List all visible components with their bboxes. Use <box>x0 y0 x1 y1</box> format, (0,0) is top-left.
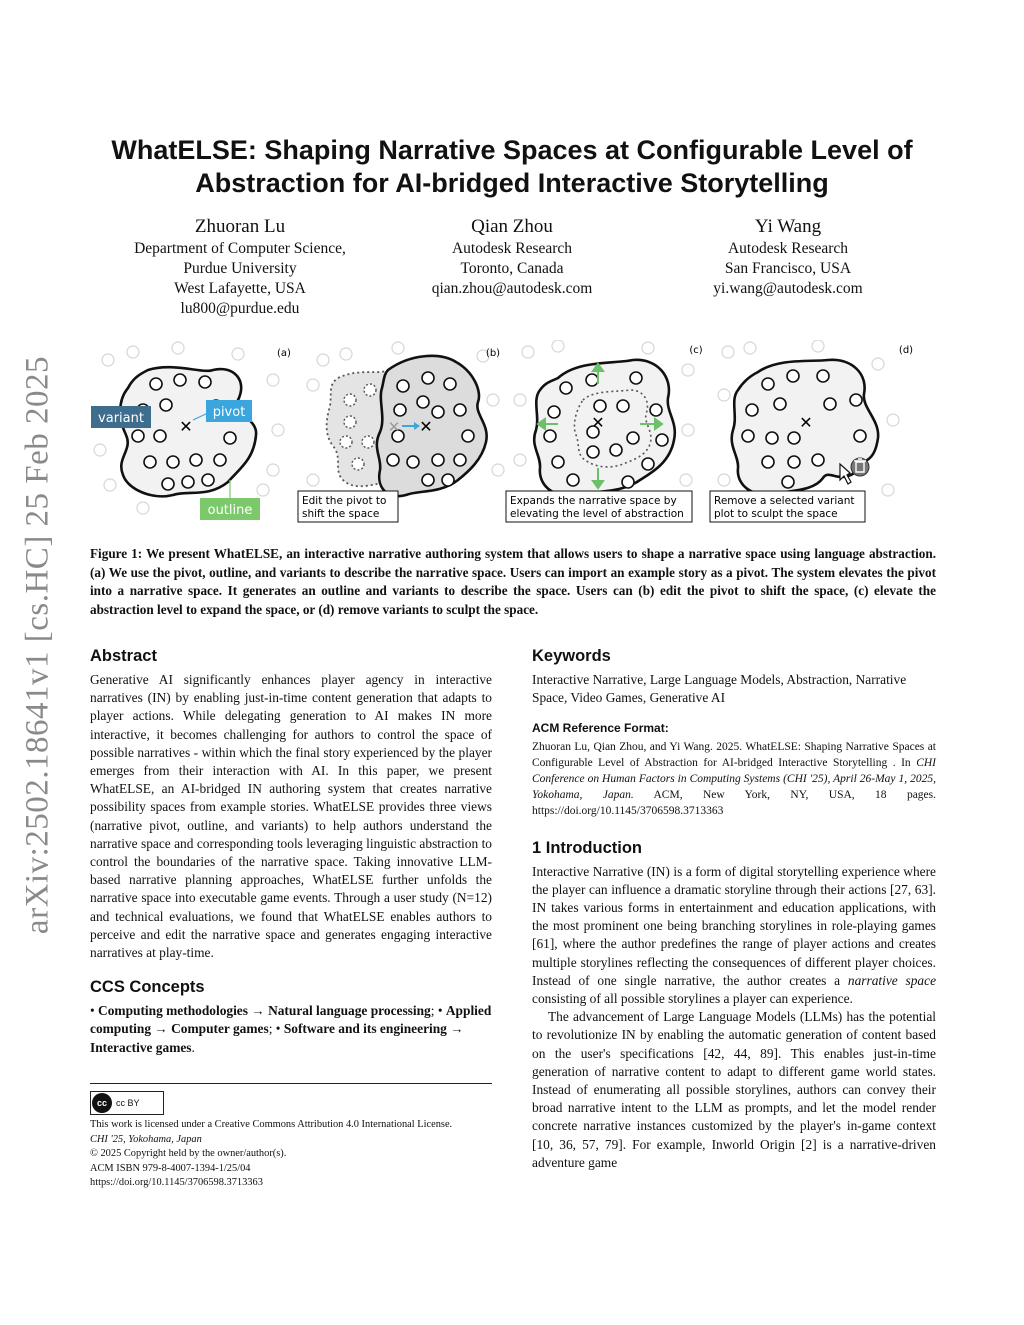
panel-label-a: (a) <box>277 348 291 359</box>
license-isbn: ACM ISBN 979-8-4007-1394-1/25/04 <box>90 1162 251 1174</box>
author-block-3 <box>678 216 898 299</box>
acm-ref-heading: ACM Reference Format: <box>532 721 669 736</box>
faint-circle <box>137 502 149 514</box>
author-affiliation: West Lafayette, USA <box>174 280 306 297</box>
faint-circle <box>522 346 534 358</box>
abstract-heading: Abstract <box>90 647 157 665</box>
cc-icon: cc <box>92 1093 112 1113</box>
faint-circle <box>514 394 526 406</box>
faint-circle <box>232 348 244 360</box>
intro-paragraph-1: Interactive Narrative (IN) is a form of digital storytelling experience where the player can influence a dramatic storyline through their actions [27, 63]. IN takes various forms in entertainment and education applications, with the most prominent one being branching storylines in role-playing games [61], where the author predefines the range of player actions and creates multiple storylines reflecting the consequences of different player choices. Instead of one single narrative, the author creates a narrative space consisting of all possible storylines a player can experience. <box>532 863 937 1007</box>
ccs-concepts: • Computing methodologies → Natural language processing; • Applied computing → Computer games; • Software and its engineering → Interactive games. <box>90 1003 492 1055</box>
abstract-text: Generative AI significantly enhances player agency in interactive narratives (IN) by enabling just-in-time content generation that adapts to player actions. While delegating generation to AI makes IN more interactive, it becomes challenging for authors to control the space of possible narratives - within which the final story experienced by the player emerges from their interaction with AI. In this paper, we present WhatELSE, an AI-bridged IN authoring system that creates narrative possibility spaces from example stories. WhatELSE provides three views (narrative pivot, outline, and variants) to help authors understand the narrative space and corresponding tools leveraging linguistic abstraction to control the boundaries of the narrative space. Taking innovative LLM-based narrative planning approaches, WhatELSE further unfolds the narrative space into executable game events. Through a user study (N=12) and technical evaluations, we found that WhatELSE enables authors to perceive and edit the narrative space and generates engaging interactive narratives at play-time. <box>90 672 492 961</box>
author-affiliation: Purdue University <box>183 260 297 277</box>
panel-label-d: (d) <box>898 345 914 356</box>
caption-box-c-line2: elevating the level of abstraction <box>510 508 684 520</box>
faint-circle <box>552 340 564 352</box>
introduction-body <box>532 863 936 1172</box>
author-name: Yi Wang <box>754 216 822 237</box>
ccs-heading: CCS Concepts <box>90 978 205 997</box>
faint-circle <box>94 444 106 456</box>
author-email[interactable]: yi.wang@autodesk.com <box>713 280 863 297</box>
faint-circle <box>872 358 884 370</box>
intro-paragraph-2: The advancement of Large Language Models (LLMs) has the potential to revolutionize IN by enabling the automatic generation of content based on the user's specifications [42, 44, 89]. This enables just-in-time generation of narrative content to adapt to different game world states. Instead of enumerating all possible storylines, authors can convey their broad narrative intent to the LLM as prompts, and let the model render concrete narrative instances customized by the player's in-game context [10, 36, 57, 79]. For example, Inworld Origin [2] is a narrative-driven adventure game <box>532 1009 936 1170</box>
faint-circle <box>682 424 694 436</box>
author-affiliation: Toronto, Canada <box>460 260 564 277</box>
pivot-marker-d: ✕ <box>799 413 813 432</box>
variant-label: variant <box>98 411 144 426</box>
caption-box-d-line2: plot to sculpt the space <box>714 508 838 520</box>
author-block-1 <box>110 216 370 319</box>
faint-circle <box>102 354 114 366</box>
ccs-term: Software and its engineering <box>283 1021 447 1037</box>
author-name: Zhuoran Lu <box>194 216 286 237</box>
faint-circle <box>514 454 526 466</box>
cc-by-badge <box>90 1091 164 1115</box>
old-pivot-marker-b: ✕ <box>387 418 401 436</box>
cc-badge-text: cc BY <box>116 1098 140 1108</box>
license-venue: CHI '25, Yokohama, Japan <box>90 1133 202 1145</box>
ccs-term: Computing methodologies <box>98 1003 248 1019</box>
faint-circle <box>267 464 279 476</box>
ccs-term: Computer games <box>171 1021 269 1037</box>
pivot-label: pivot <box>212 405 246 420</box>
faint-circle <box>680 474 692 486</box>
keywords-text: Interactive Narrative, Large Language Models, Abstraction, Narrative Space, Video Games, Generative AI <box>532 672 907 706</box>
outline-label: outline <box>207 503 253 518</box>
pivot-marker-a: ✕ <box>179 417 193 436</box>
caption-box-b-line2: shift the space <box>302 508 380 520</box>
acm-reference: Zhuoran Lu, Qian Zhou, and Yi Wang. 2025. WhatELSE: Shaping Narrative Spaces at Configurable Level of Abstraction for AI-bridged Interactive Storytelling . In CHI Conference on Human Factors in Computing Systems (CHI '25), April 26-May 1, 2025, Yokohama, Japan. ACM, New York, NY, USA, 18 pages. https://doi.org/10.1145/3706598.3713363 <box>532 740 936 817</box>
faint-circle <box>267 374 279 386</box>
faint-circle <box>642 342 654 354</box>
license-line: This work is licensed under a Creative Commons Attribution 4.0 International License. <box>90 1119 453 1130</box>
faint-circle <box>392 342 404 354</box>
faint-circle <box>718 474 730 486</box>
faint-circle <box>722 346 734 358</box>
faint-circle <box>487 394 499 406</box>
ccs-term: Interactive games <box>90 1039 192 1055</box>
caption-box-c-line1: Expands the narrative space by <box>510 495 677 507</box>
faint-circle <box>682 364 694 376</box>
license-copyright: © 2025 Copyright held by the owner/author(s). <box>90 1148 287 1160</box>
arxiv-identifier: arXiv:2502.18641v1 [cs.HC] 25 Feb 2025 <box>19 355 56 935</box>
faint-circle <box>307 474 319 486</box>
right-column <box>532 645 936 1172</box>
author-name: Qian Zhou <box>471 216 553 237</box>
author-email[interactable]: qian.zhou@autodesk.com <box>431 280 593 297</box>
license-doi[interactable]: https://doi.org/10.1145/3706598.3713363 <box>90 1177 263 1189</box>
faint-circle <box>492 464 504 476</box>
faint-circle <box>744 342 756 354</box>
caption-box-d-line1: Remove a selected variant <box>714 495 855 507</box>
faint-circle <box>257 484 269 496</box>
author-email[interactable]: lu800@purdue.edu <box>180 300 300 317</box>
author-block-2 <box>402 216 622 299</box>
faint-circle <box>317 354 329 366</box>
faint-circle <box>882 484 894 496</box>
faint-circle <box>307 379 319 391</box>
faint-circle <box>172 342 184 354</box>
new-pivot-marker-b: ✕ <box>419 417 433 436</box>
ccs-term: Applied computing <box>90 1003 492 1037</box>
author-affiliation: San Francisco, USA <box>724 260 852 277</box>
author-affiliation: Department of Computer Science, <box>134 240 346 257</box>
left-column <box>90 645 492 1057</box>
author-affiliation: Autodesk Research <box>451 240 573 257</box>
faint-circle <box>812 340 824 352</box>
faint-circle <box>272 424 284 436</box>
keywords-heading: Keywords <box>532 647 611 665</box>
faint-circle <box>104 479 116 491</box>
faint-circle <box>718 389 730 401</box>
caption-box-b-line1: Edit the pivot to <box>302 495 387 507</box>
faint-circle <box>887 414 899 426</box>
faint-circle <box>127 346 139 358</box>
footnote-divider <box>90 1083 492 1084</box>
paper-title: WhatELSE: Shaping Narrative Spaces at Configurable Level of Abstraction for AI-bridged Interactive Storytelling <box>111 135 913 198</box>
figure-caption: Figure 1: We present WhatELSE, an interactive narrative authoring system that allows users to shape a narrative space using language abstraction. (a) We use the pivot, outline, and variants to describe the narrative space. Users can import an example story as a pivot. The system elevates the pivot into a narrative space. It generates an outline and variants to describe the space. Users can (b) edit the pivot to shift the space, (c) elevate the abstraction level to expand the space, or (d) remove variants to sculpt the space. <box>90 546 936 617</box>
teaser-figure <box>88 340 936 530</box>
panel-label-c: (c) <box>689 345 703 356</box>
license-block <box>90 1118 510 1191</box>
faint-circle <box>340 348 352 360</box>
pivot-marker-c: ✕ <box>591 413 605 432</box>
introduction-heading: 1 Introduction <box>532 838 642 857</box>
author-affiliation: Autodesk Research <box>727 240 849 257</box>
ccs-term: Natural language processing <box>268 1003 431 1019</box>
panel-label-b: (b) <box>485 348 501 359</box>
